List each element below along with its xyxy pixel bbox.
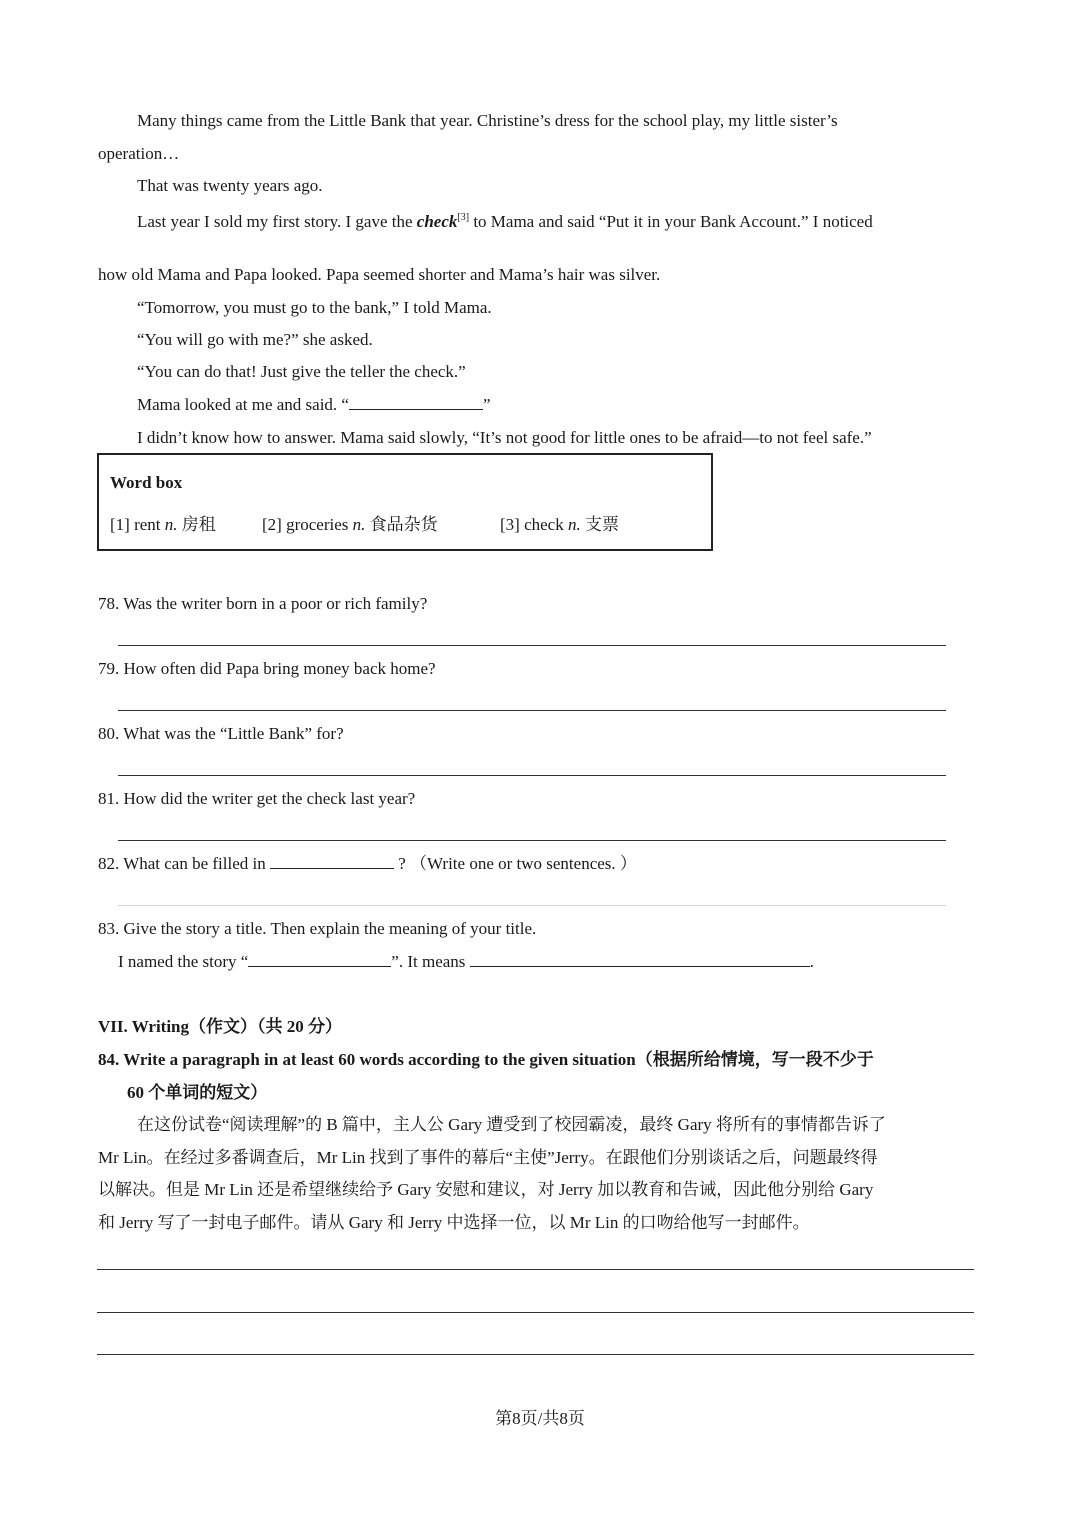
question-78: 78. Was the writer born in a poor or rich family?	[98, 594, 428, 613]
passage-line: Many things came from the Little Bank that year. Christine’s dress for the school play, my little sister’s	[137, 111, 838, 130]
passage-line: “You can do that! Just give the teller the check.”	[137, 362, 466, 381]
passage-line: how old Mama and Papa looked. Papa seemed shorter and Mama’s hair was silver.	[98, 265, 661, 284]
passage-text: ”	[482, 395, 491, 414]
question-text: I named the story “	[118, 952, 249, 971]
section-heading-writing: VII. Writing（作文）（共 20 分）	[98, 1017, 343, 1036]
passage-line: That was twenty years ago.	[137, 176, 323, 195]
question-84: 84. Write a paragraph in at least 60 words according to the given situation（根据所给情境，写一段不少于	[98, 1050, 874, 1069]
fill-blank[interactable]	[349, 395, 483, 410]
passage-text: to Mama and said “Put it in your Bank Account.” I noticed	[473, 212, 873, 231]
footnote-marker: [3]	[457, 212, 470, 223]
question-80: 80. What was the “Little Bank” for?	[98, 724, 344, 743]
answer-line-82[interactable]	[118, 905, 946, 906]
question-83-answer	[118, 951, 814, 973]
writing-situation-line: 和 Jerry 写了一封电子邮件。请从 Gary 和 Jerry 中选择一位，以 Mr Lin 的口吻给他写一封邮件。	[98, 1213, 810, 1232]
meaning-blank[interactable]	[470, 952, 810, 967]
title-blank[interactable]	[248, 952, 391, 967]
word-box-item	[262, 514, 438, 536]
writing-line[interactable]	[97, 1312, 974, 1313]
word-meaning: 食品杂货	[369, 515, 438, 534]
question-text: .	[809, 952, 814, 971]
word-box-item	[500, 514, 619, 536]
word-term: [2] groceries	[262, 515, 349, 534]
question-text: ? （Write one or two sentences. ）	[398, 854, 637, 873]
passage-line: “Tomorrow, you must go to the bank,” I told Mama.	[137, 298, 492, 317]
question-82	[98, 853, 637, 875]
writing-line[interactable]	[97, 1354, 974, 1355]
passage-line: I didn’t know how to answer. Mama said slowly, “It’s not good for little ones to be afraid—to not feel safe.”	[137, 428, 872, 447]
answer-line-80[interactable]	[118, 775, 946, 776]
page-number: 第8页/共8页	[495, 1409, 585, 1428]
word-term: [1] rent	[110, 515, 161, 534]
question-text: 82. What can be filled in	[98, 854, 266, 873]
writing-situation-line: Mr Lin。在经过多番调查后，Mr Lin 找到了事件的幕后“主使”Jerry。在跟他们分别谈话之后，问题最终得	[98, 1148, 878, 1167]
passage-text: Mama looked at me and said. “	[137, 395, 349, 414]
passage-line	[137, 211, 873, 233]
word-box	[97, 453, 713, 551]
answer-line-79[interactable]	[118, 710, 946, 711]
answer-line-81[interactable]	[118, 840, 946, 841]
word-pos: n.	[567, 515, 581, 534]
footnoted-word: check	[416, 212, 458, 231]
word-meaning: 支票	[584, 515, 619, 534]
question-83: 83. Give the story a title. Then explain the meaning of your title.	[98, 919, 537, 938]
passage-line: “You will go with me?” she asked.	[137, 330, 373, 349]
question-text: ”. It means	[391, 952, 466, 971]
word-box-item	[110, 514, 216, 536]
word-pos: n.	[352, 515, 366, 534]
word-meaning: 房租	[181, 515, 216, 534]
word-box-title: Word box	[110, 473, 183, 492]
question-81: 81. How did the writer get the check last year?	[98, 789, 416, 808]
word-term: [3] check	[500, 515, 564, 534]
writing-line[interactable]	[97, 1269, 974, 1270]
question-84-cont: 60 个单词的短文）	[127, 1083, 268, 1102]
writing-situation-line: 在这份试卷“阅读理解”的 B 篇中，主人公 Gary 遭受到了校园霸凌，最终 Gary 将所有的事情都告诉了	[137, 1115, 886, 1134]
answer-line-78[interactable]	[118, 645, 946, 646]
passage-line: operation…	[98, 144, 180, 163]
passage-line	[137, 394, 491, 416]
passage-text: Last year I sold my first story. I gave the	[137, 212, 413, 231]
writing-situation-line: 以解决。但是 Mr Lin 还是希望继续给予 Gary 安慰和建议，对 Jerry 加以教育和告诫，因此他分别给 Gary	[98, 1180, 874, 1199]
fill-blank[interactable]	[270, 854, 394, 869]
question-79: 79. How often did Papa bring money back home?	[98, 659, 436, 678]
word-pos: n.	[164, 515, 178, 534]
